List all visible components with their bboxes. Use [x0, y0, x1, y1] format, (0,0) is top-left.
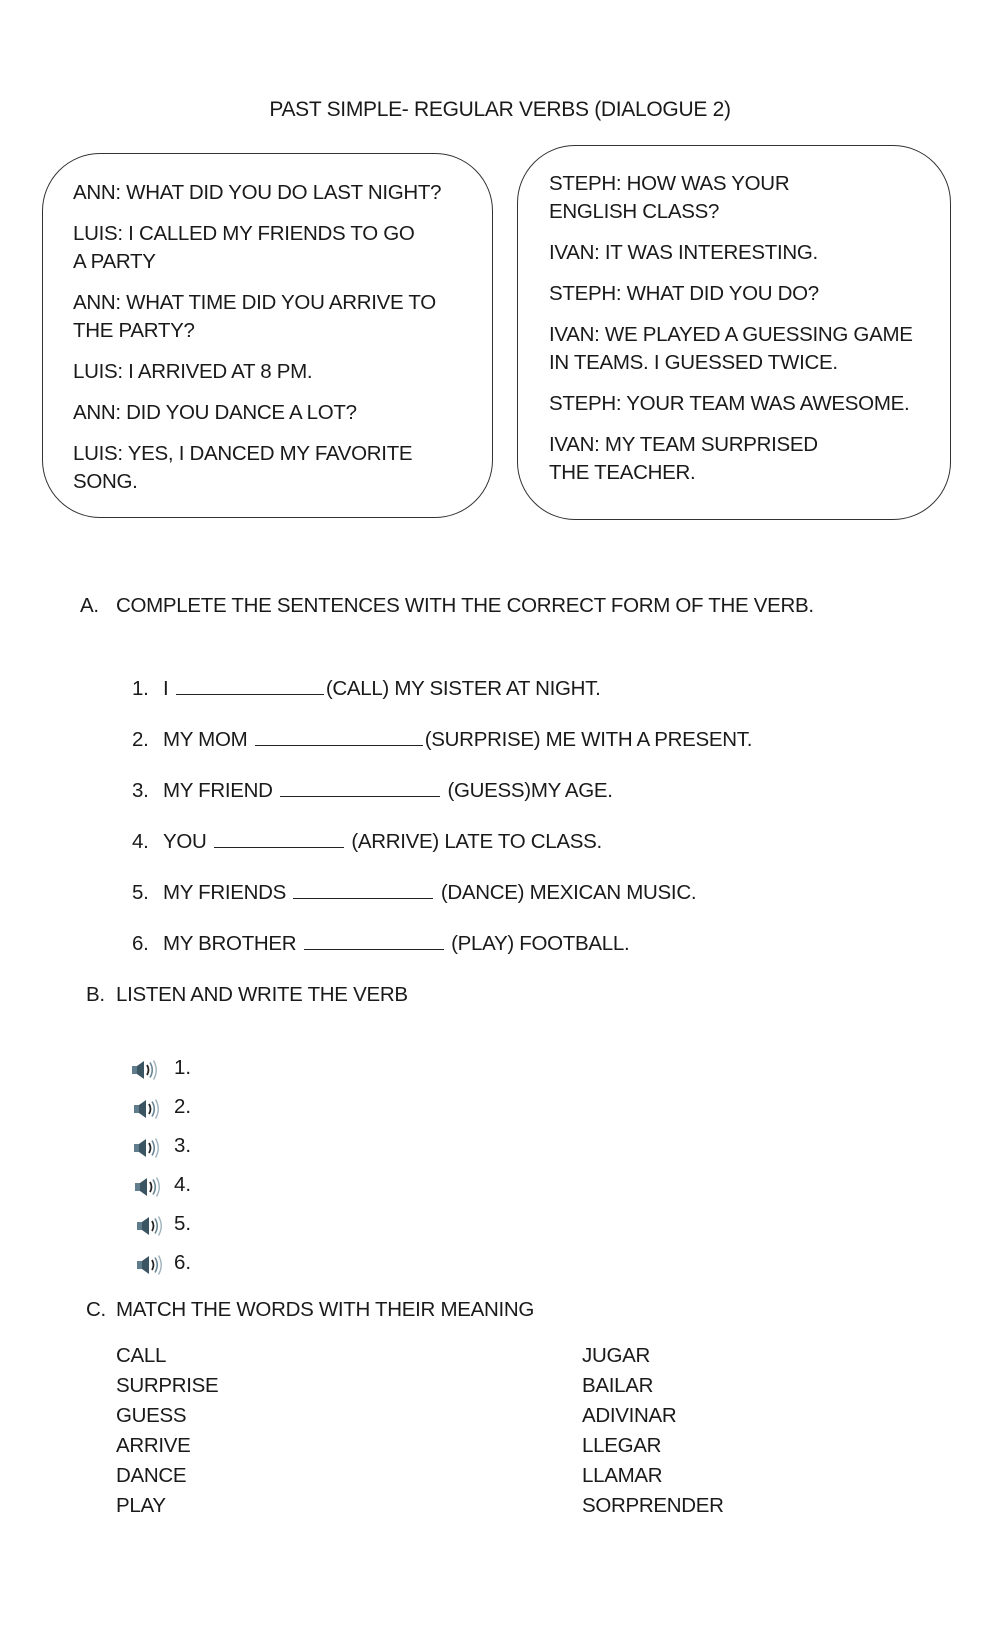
section-title: COMPLETE THE SENTENCES WITH THE CORRECT FORM OF THE VERB.: [116, 594, 814, 617]
speaker-icon[interactable]: [134, 1176, 162, 1198]
exercise-item: [132, 727, 752, 752]
answer-blank[interactable]: [255, 727, 423, 746]
dialogue-line: LUIS: I ARRIVED AT 8 PM.: [73, 360, 313, 383]
match-words-spanish: [582, 1341, 724, 1521]
section-c-heading: [86, 1298, 534, 1322]
audio-item-number: 1.: [174, 1056, 192, 1079]
dialogue-bubble-left: [42, 153, 493, 518]
match-word[interactable]: SURPRISE: [116, 1374, 219, 1397]
speaker-icon[interactable]: [131, 1059, 159, 1081]
item-number: 4.: [132, 830, 149, 853]
section-title: MATCH THE WORDS WITH THEIR MEANING: [116, 1298, 535, 1321]
item-text: MY MOM: [163, 728, 248, 751]
section-letter: B.: [86, 983, 105, 1006]
dialogue-line: ANN: WHAT DID YOU DO LAST NIGHT?: [73, 181, 442, 204]
item-text: (CALL) MY SISTER AT NIGHT.: [325, 677, 601, 700]
item-text: I: [163, 677, 169, 700]
section-title: LISTEN AND WRITE THE VERB: [116, 983, 408, 1006]
exercise-item: [132, 676, 601, 701]
match-meaning[interactable]: LLAMAR: [582, 1464, 663, 1487]
audio-item-number: 4.: [174, 1173, 192, 1196]
section-b-heading: [86, 983, 408, 1007]
speaker-icon[interactable]: [136, 1254, 164, 1276]
match-words-english: [116, 1341, 218, 1521]
item-number: 1.: [132, 677, 149, 700]
section-letter: A.: [80, 594, 99, 617]
match-word[interactable]: DANCE: [116, 1464, 187, 1487]
match-word[interactable]: GUESS: [116, 1404, 187, 1427]
match-word[interactable]: CALL: [116, 1344, 167, 1367]
match-meaning[interactable]: BAILAR: [582, 1374, 654, 1397]
speaker-icon[interactable]: [133, 1137, 161, 1159]
exercise-item: [132, 778, 613, 803]
dialogue-line: IVAN: WE PLAYED A GUESSING GAME IN TEAMS. I GUESSED TWICE.: [549, 323, 913, 374]
audio-item-number: 5.: [174, 1212, 192, 1235]
audio-item-number: 2.: [174, 1095, 192, 1118]
match-word[interactable]: PLAY: [116, 1494, 166, 1517]
section-a-heading: [80, 594, 814, 618]
item-number: 3.: [132, 779, 149, 802]
item-text: (GUESS)MY AGE.: [447, 779, 613, 802]
match-word[interactable]: ARRIVE: [116, 1434, 191, 1457]
dialogue-line: ANN: WHAT TIME DID YOU ARRIVE TO THE PARTY?: [73, 291, 436, 342]
answer-blank[interactable]: [293, 880, 433, 899]
item-number: 2.: [132, 728, 149, 751]
section-letter: C.: [86, 1298, 106, 1321]
dialogue-line: STEPH: WHAT DID YOU DO?: [549, 282, 819, 305]
item-number: 6.: [132, 932, 149, 955]
audio-item-number: 6.: [174, 1251, 192, 1274]
answer-blank[interactable]: [214, 829, 344, 848]
item-number: 5.: [132, 881, 149, 904]
dialogue-line: STEPH: YOUR TEAM WAS AWESOME.: [549, 392, 910, 415]
match-meaning[interactable]: SORPRENDER: [582, 1494, 724, 1517]
answer-blank[interactable]: [304, 931, 444, 950]
dialogue-bubble-right: [517, 145, 951, 520]
item-text: YOU: [163, 830, 207, 853]
item-text: (PLAY) FOOTBALL.: [451, 932, 630, 955]
item-text: MY FRIENDS: [163, 881, 287, 904]
dialogue-line: ANN: DID YOU DANCE A LOT?: [73, 401, 357, 424]
item-text: MY BROTHER: [163, 932, 297, 955]
exercise-item: [132, 880, 696, 905]
item-text: MY FRIEND: [163, 779, 273, 802]
dialogue-line: IVAN: IT WAS INTERESTING.: [549, 241, 818, 264]
speaker-icon[interactable]: [133, 1098, 161, 1120]
audio-item-number: 3.: [174, 1134, 192, 1157]
dialogue-line: STEPH: HOW WAS YOUR ENGLISH CLASS?: [549, 172, 790, 223]
dialogue-line: LUIS: I CALLED MY FRIENDS TO GO A PARTY: [73, 222, 415, 273]
speaker-icon[interactable]: [136, 1215, 164, 1237]
dialogue-line: IVAN: MY TEAM SURPRISED THE TEACHER.: [549, 433, 818, 484]
item-text: (DANCE) MEXICAN MUSIC.: [440, 881, 697, 904]
exercise-item: [132, 829, 602, 854]
page-title: PAST SIMPLE- REGULAR VERBS (DIALOGUE 2): [269, 98, 731, 121]
match-meaning[interactable]: ADIVINAR: [582, 1404, 677, 1427]
dialogue-line: LUIS: YES, I DANCED MY FAVORITE SONG.: [73, 442, 413, 493]
item-text: (SURPRISE) ME WITH A PRESENT.: [424, 728, 753, 751]
item-text: (ARRIVE) LATE TO CLASS.: [351, 830, 602, 853]
answer-blank[interactable]: [176, 676, 324, 695]
match-meaning[interactable]: LLEGAR: [582, 1434, 662, 1457]
match-meaning[interactable]: JUGAR: [582, 1344, 650, 1367]
answer-blank[interactable]: [280, 778, 440, 797]
exercise-item: [132, 931, 629, 956]
